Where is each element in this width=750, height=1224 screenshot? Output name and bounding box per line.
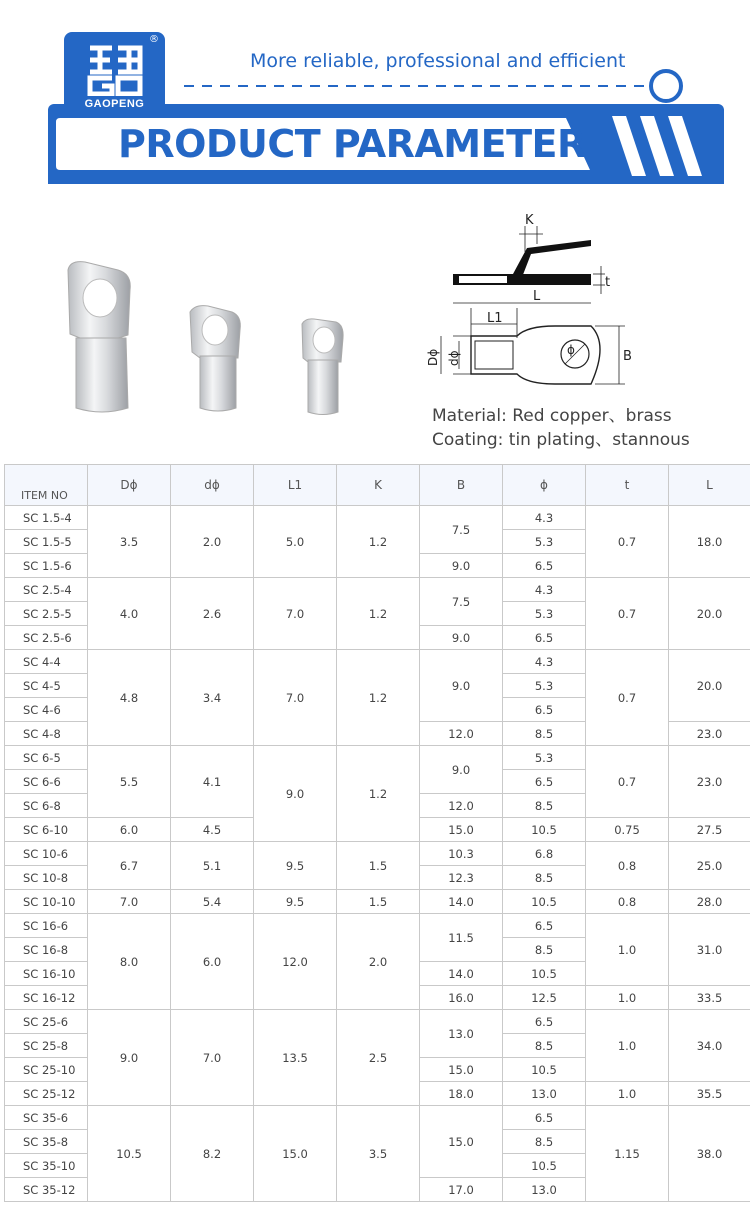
technical-diagram: [415, 208, 650, 393]
table-cell: 6.7: [88, 842, 171, 890]
table-cell: 2.0: [337, 914, 420, 1010]
item-number-cell: SC 35-10: [5, 1154, 88, 1178]
table-cell: 18.0: [420, 1082, 503, 1106]
logo-mark-icon: [86, 42, 144, 96]
table-cell: 20.0: [669, 578, 750, 650]
table-cell: 6.5: [503, 1010, 586, 1034]
table-cell: 6.5: [503, 770, 586, 794]
item-number-cell: SC 6-10: [5, 818, 88, 842]
item-number-cell: SC 16-6: [5, 914, 88, 938]
table-cell: 23.0: [669, 722, 750, 746]
label-d-outer: Dϕ: [426, 348, 440, 366]
label-phi: ϕ: [567, 343, 575, 357]
table-row: [5, 506, 750, 530]
item-number-cell: SC 35-12: [5, 1178, 88, 1202]
table-cell: 17.0: [420, 1178, 503, 1202]
table-cell: 8.5: [503, 938, 586, 962]
table-cell: 5.3: [503, 530, 586, 554]
registered-mark: ®: [149, 34, 159, 45]
table-cell: 8.2: [171, 1106, 254, 1202]
table-cell: 1.15: [586, 1106, 669, 1202]
table-cell: 4.5: [171, 818, 254, 842]
table-cell: 16.0: [420, 986, 503, 1010]
item-number-cell: SC 4-6: [5, 698, 88, 722]
item-number-cell: SC 4-8: [5, 722, 88, 746]
table-cell: 18.0: [669, 506, 750, 578]
item-number-cell: SC 16-10: [5, 962, 88, 986]
table-cell: 7.0: [88, 890, 171, 914]
table-cell: 3.5: [337, 1106, 420, 1202]
table-row: [5, 650, 750, 674]
table-cell: 2.0: [171, 506, 254, 578]
item-number-cell: SC 10-8: [5, 866, 88, 890]
table-cell: 31.0: [669, 914, 750, 986]
table-cell: 5.4: [171, 890, 254, 914]
coating-line: Coating: tin plating、stannous: [432, 430, 690, 450]
table-cell: 0.75: [586, 818, 669, 842]
table-cell: 6.5: [503, 914, 586, 938]
table-cell: 9.0: [420, 746, 503, 794]
brand-name: GAOPENG: [84, 98, 145, 110]
table-cell: 12.5: [503, 986, 586, 1010]
label-t: t: [605, 275, 611, 290]
item-number-cell: SC 6-6: [5, 770, 88, 794]
table-cell: 8.0: [88, 914, 171, 1010]
table-header-row: [5, 465, 750, 506]
column-header: K: [337, 465, 420, 506]
lug-large: [68, 262, 130, 412]
item-number-cell: SC 16-8: [5, 938, 88, 962]
table-cell: 11.5: [420, 914, 503, 962]
column-header: dϕ: [171, 465, 254, 506]
table-cell: 4.1: [171, 746, 254, 818]
table-cell: 4.3: [503, 578, 586, 602]
table-cell: 34.0: [669, 1010, 750, 1082]
table-cell: 12.0: [420, 722, 503, 746]
table-cell: 10.5: [503, 890, 586, 914]
table-cell: 8.5: [503, 1034, 586, 1058]
table-cell: 9.0: [88, 1010, 171, 1106]
column-header: L: [669, 465, 750, 506]
table-cell: 3.5: [88, 506, 171, 578]
table-cell: 10.5: [503, 962, 586, 986]
table-cell: 4.0: [88, 578, 171, 650]
column-header: Dϕ: [88, 465, 171, 506]
table-cell: 1.0: [586, 1082, 669, 1106]
item-number-cell: SC 1.5-4: [5, 506, 88, 530]
table-cell: 1.2: [337, 506, 420, 578]
table-cell: 9.0: [254, 746, 337, 842]
table-body: [5, 506, 750, 1202]
label-k: K: [525, 213, 534, 228]
slogan: More reliable, professional and efficient: [250, 50, 626, 72]
item-number-cell: SC 1.5-5: [5, 530, 88, 554]
table-cell: 6.5: [503, 554, 586, 578]
item-number-cell: SC 4-4: [5, 650, 88, 674]
item-number-cell: SC 6-5: [5, 746, 88, 770]
table-row: [5, 1106, 750, 1130]
table-cell: 2.6: [171, 578, 254, 650]
table-cell: 25.0: [669, 842, 750, 890]
item-number-cell: SC 25-6: [5, 1010, 88, 1034]
table-cell: 8.5: [503, 1130, 586, 1154]
table-cell: 15.0: [420, 1058, 503, 1082]
table-cell: 8.5: [503, 722, 586, 746]
table-cell: 5.0: [254, 506, 337, 578]
table-cell: 8.5: [503, 866, 586, 890]
table-cell: 7.5: [420, 578, 503, 626]
table-cell: 1.5: [337, 890, 420, 914]
table-cell: 14.0: [420, 962, 503, 986]
table-row: [5, 746, 750, 770]
table-cell: 8.5: [503, 794, 586, 818]
table-cell: 5.3: [503, 746, 586, 770]
table-row: [5, 842, 750, 866]
table-cell: 4.8: [88, 650, 171, 746]
table-cell: 33.5: [669, 986, 750, 1010]
table-row: [5, 578, 750, 602]
table-cell: 7.0: [254, 578, 337, 650]
table-cell: 2.5: [337, 1010, 420, 1106]
table-cell: 12.0: [254, 914, 337, 1010]
table-cell: 0.7: [586, 746, 669, 818]
brand-logo: [64, 32, 165, 116]
item-number-cell: SC 2.5-6: [5, 626, 88, 650]
table-cell: 4.3: [503, 650, 586, 674]
label-b: B: [623, 349, 632, 364]
table-cell: 10.5: [503, 1154, 586, 1178]
table-cell: 4.3: [503, 506, 586, 530]
table-cell: 10.3: [420, 842, 503, 866]
table-cell: 15.0: [254, 1106, 337, 1202]
column-header: t: [586, 465, 669, 506]
table-cell: 35.5: [669, 1082, 750, 1106]
material-line: Material: Red copper、brass: [432, 406, 672, 426]
table-row: [5, 1010, 750, 1034]
table-row: [5, 890, 750, 914]
lug-medium: [190, 306, 240, 411]
item-number-cell: SC 25-8: [5, 1034, 88, 1058]
table-cell: 6.0: [171, 914, 254, 1010]
table-cell: 15.0: [420, 1106, 503, 1178]
table-cell: 9.0: [420, 626, 503, 650]
table-cell: 6.0: [88, 818, 171, 842]
item-number-cell: SC 25-12: [5, 1082, 88, 1106]
table-cell: 20.0: [669, 650, 750, 722]
item-number-cell: SC 16-12: [5, 986, 88, 1010]
circle-marker: [651, 71, 681, 101]
table-cell: 1.5: [337, 842, 420, 890]
table-cell: 5.3: [503, 674, 586, 698]
item-number-cell: SC 6-8: [5, 794, 88, 818]
table-cell: 0.8: [586, 842, 669, 890]
table-cell: 9.5: [254, 890, 337, 914]
table-cell: 1.0: [586, 986, 669, 1010]
column-header: ϕ: [503, 465, 586, 506]
table-cell: 10.5: [503, 818, 586, 842]
table-cell: 9.0: [420, 554, 503, 578]
header: [0, 0, 750, 200]
lug-small: [302, 319, 343, 415]
material-info: [432, 404, 690, 452]
page-title: PRODUCT PARAMETER: [118, 122, 586, 166]
table-cell: 3.4: [171, 650, 254, 746]
table-cell: 13.0: [420, 1010, 503, 1058]
table-cell: 7.0: [171, 1010, 254, 1106]
table-cell: 0.7: [586, 650, 669, 746]
item-number-cell: SC 2.5-4: [5, 578, 88, 602]
label-l1: L1: [487, 311, 503, 326]
table-cell: 13.5: [254, 1010, 337, 1106]
table-cell: 0.8: [586, 890, 669, 914]
item-number-cell: SC 35-6: [5, 1106, 88, 1130]
item-number-cell: SC 1.5-6: [5, 554, 88, 578]
table-cell: 1.2: [337, 650, 420, 746]
table-cell: 7.5: [420, 506, 503, 554]
column-header: B: [420, 465, 503, 506]
table-cell: 27.5: [669, 818, 750, 842]
table-cell: 7.0: [254, 650, 337, 746]
table-cell: 38.0: [669, 1106, 750, 1202]
label-l: L: [533, 289, 541, 304]
item-number-cell: SC 10-6: [5, 842, 88, 866]
table-cell: 9.0: [420, 650, 503, 722]
table-cell: 10.5: [503, 1058, 586, 1082]
table-cell: 6.5: [503, 698, 586, 722]
item-number-cell: SC 35-8: [5, 1130, 88, 1154]
table-cell: 6.5: [503, 626, 586, 650]
table-cell: 1.0: [586, 1010, 669, 1082]
table-row: [5, 914, 750, 938]
column-header: L1: [254, 465, 337, 506]
table-cell: 15.0: [420, 818, 503, 842]
item-number-cell: SC 10-10: [5, 890, 88, 914]
table-cell: 9.5: [254, 842, 337, 890]
table-cell: 5.5: [88, 746, 171, 818]
label-d-inner: dϕ: [447, 350, 461, 366]
table-cell: 12.0: [420, 794, 503, 818]
product-photo: [40, 240, 410, 440]
parameter-table: [4, 464, 750, 1202]
item-number-cell: SC 2.5-5: [5, 602, 88, 626]
table-cell: 5.1: [171, 842, 254, 890]
table-cell: 14.0: [420, 890, 503, 914]
table-cell: 1.2: [337, 746, 420, 842]
table-cell: 6.5: [503, 1106, 586, 1130]
table-cell: 13.0: [503, 1178, 586, 1202]
item-number-cell: SC 25-10: [5, 1058, 88, 1082]
table-cell: 0.7: [586, 506, 669, 578]
column-header: ITEM NO: [5, 465, 88, 506]
table-cell: 23.0: [669, 746, 750, 818]
table-cell: 0.7: [586, 578, 669, 650]
table-cell: 6.8: [503, 842, 586, 866]
table-cell: 5.3: [503, 602, 586, 626]
item-number-cell: SC 4-5: [5, 674, 88, 698]
table-cell: 12.3: [420, 866, 503, 890]
table-cell: 1.0: [586, 914, 669, 986]
table-cell: 28.0: [669, 890, 750, 914]
table-cell: 10.5: [88, 1106, 171, 1202]
table-cell: 13.0: [503, 1082, 586, 1106]
table-cell: 1.2: [337, 578, 420, 650]
